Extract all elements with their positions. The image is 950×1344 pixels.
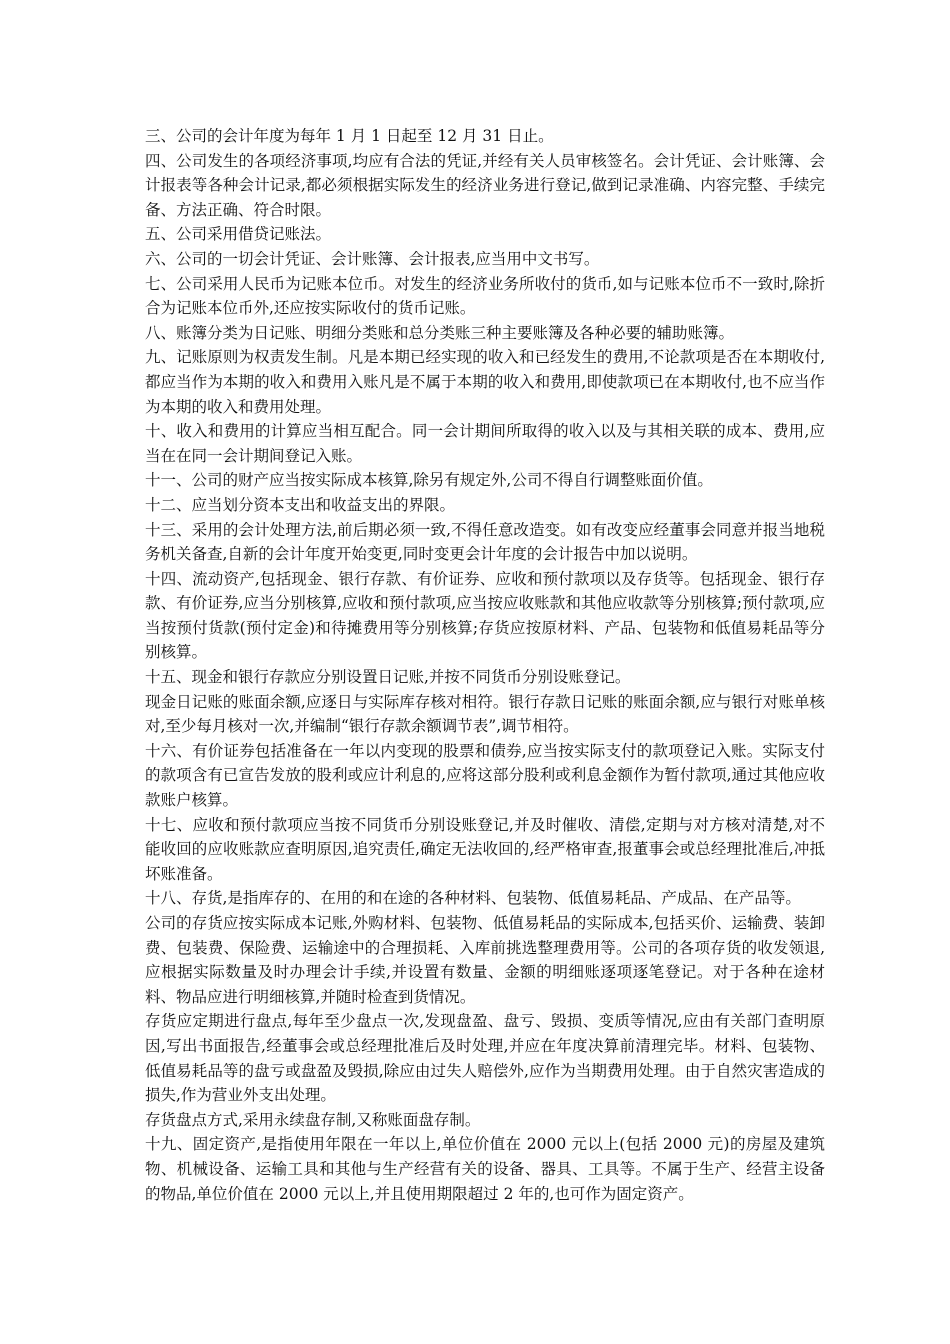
paragraph-article-4: 四、公司发生的各项经济事项,均应有合法的凭证,并经有关人员审核签名。会计凭证、会计账簿、会计报表等各种会计记录,都必须根据实际发生的经济业务进行登记,做到记录准确、内容完整、手续完备、方法正确、符合时限。: [145, 151, 825, 219]
paragraph-article-19: 十九、固定资产,是指使用年限在一年以上,单位价值在 2000 元以上(包括 2000 元)的房屋及建筑物、机械设备、运输工具和其他与生产经营有关的设备、器具、工具等。不属于生产、经营主设备的物品,单位价值在 2000 元以上,并且使用期限超过 2 年的,也可作为固定资产。: [145, 1135, 825, 1203]
paragraph-article-6: 六、公司的一切会计凭证、会计账簿、会计报表,应当用中文书写。: [145, 249, 600, 268]
paragraph-article-17: 十七、应收和预付款项应当按不同货币分别设账登记,并及时催收、清偿,定期与对方核对清楚,对不能收回的应收账款应查明原因,追究责任,确定无法收回的,经严格审查,报董事会或总经理批准后,冲抵坏账准备。: [145, 815, 825, 883]
paragraph-article-11: 十一、公司的财产应当按实际成本核算,除另有规定外,公司不得自行调整账面价值。: [145, 471, 713, 490]
paragraph-article-10: 十、收入和费用的计算应当相互配合。同一会计期间所取得的收入以及与其相关联的成本、费用,应当在在同一会计期间登记入账。: [145, 422, 825, 465]
paragraph-article-13: 十三、采用的会计处理方法,前后期必须一致,不得任意改造变。如有改变应经董事会同意并报当地税务机关备查,自新的会计年度开始变更,同时变更会计年度的会计报告中加以说明。: [145, 520, 825, 564]
paragraph-article-12: 十二、应当划分资本支出和收益支出的界限。: [145, 495, 456, 514]
paragraph-inventory-cost: 公司的存货应按实际成本记账,外购材料、包装物、低值易耗品的实际成本,包括买价、运输费、装卸费、包装费、保险费、运输途中的合理损耗、入库前挑选整理费用等。公司的各项存货的收发领退,应根据实际数量及时办理会计手续,并设置有数量、金额的明细账逐项逐笔登记。对于各种在途材料、物品应进行明细核算,并随时检查到货情况。: [145, 914, 825, 1006]
paragraph-article-3: 三、公司的会计年度为每年 1 月 1 日起至 12 月 31 日止。: [145, 127, 554, 145]
paragraph-article-8: 八、账簿分类为日记账、明细分类账和总分类账三种主要账簿及各种必要的辅助账簿。: [145, 323, 735, 342]
paragraph-cash-journal: 现金日记账的账面余额,应逐日与实际库存核对相符。银行存款日记账的账面余额,应与银行对账单核对,至少每月核对一次,并编制“银行存款余额调节表”,调节相符。: [145, 692, 825, 736]
paragraph-article-16: 十六、有价证券包括准备在一年以内变现的股票和债券,应当按实际支付的款项登记入账。实际支付的款项含有已宣告发放的股利或应计利息的,应将这部分股利或利息金额作为暂付款项,通过其他应收款账户核算。: [145, 741, 825, 810]
paragraph-article-5: 五、公司采用借贷记账法。: [145, 225, 332, 244]
paragraph-article-7: 七、公司采用人民币为记账本位币。对发生的经济业务所收付的货币,如与记账本位币不一致时,除折合为记账本位币外,还应按实际收付的货币记账。: [145, 274, 825, 318]
paragraph-inventory-method: 存货盘点方式,采用永续盘存制,又称账面盘存制。: [145, 1110, 481, 1129]
paragraph-inventory-count: 存货应定期进行盘点,每年至少盘点一次,发现盘盈、盘亏、毁损、变质等情况,应由有关部门查明原因,写出书面报告,经董事会或总经理批准后及时处理,并应在年度决算前清理完毕。材料、包装物、低值易耗品等的盘亏或盘盈及毁损,除应由过失人赔偿外,应作为当期费用处理。由于自然灾害造成的损失,作为营业外支出处理。: [145, 1012, 825, 1105]
paragraph-article-9: 九、记账原则为权责发生制。凡是本期已经实现的收入和已经发生的费用,不论款项是否在本期收付,都应当作为本期的收入和费用入账凡是不属于本期的收入和费用,即使款项已在本期收付,也不应当作为本期的收入和费用处理。: [145, 348, 825, 416]
paragraph-article-14: 十四、流动资产,包括现金、银行存款、有价证券、应收和预付款项以及存货等。包括现金、银行存款、有价证券,应当分别核算,应收和预付款项,应当按应收账款和其他应收款等分别核算;预付款项,应当按预付货款(预付定金)和待摊费用等分别核算;存货应按原材料、产品、包装物和低值易耗品等分别核算。: [145, 569, 825, 662]
paragraph-article-15: 十五、现金和银行存款应分别设置日记账,并按不同货币分别设账登记。: [145, 668, 631, 687]
document-body: [145, 124, 825, 1206]
paragraph-article-18: 十八、存货,是指库存的、在用的和在途的各种材料、包装物、低值易耗品、产成品、在产品等。: [145, 889, 801, 908]
